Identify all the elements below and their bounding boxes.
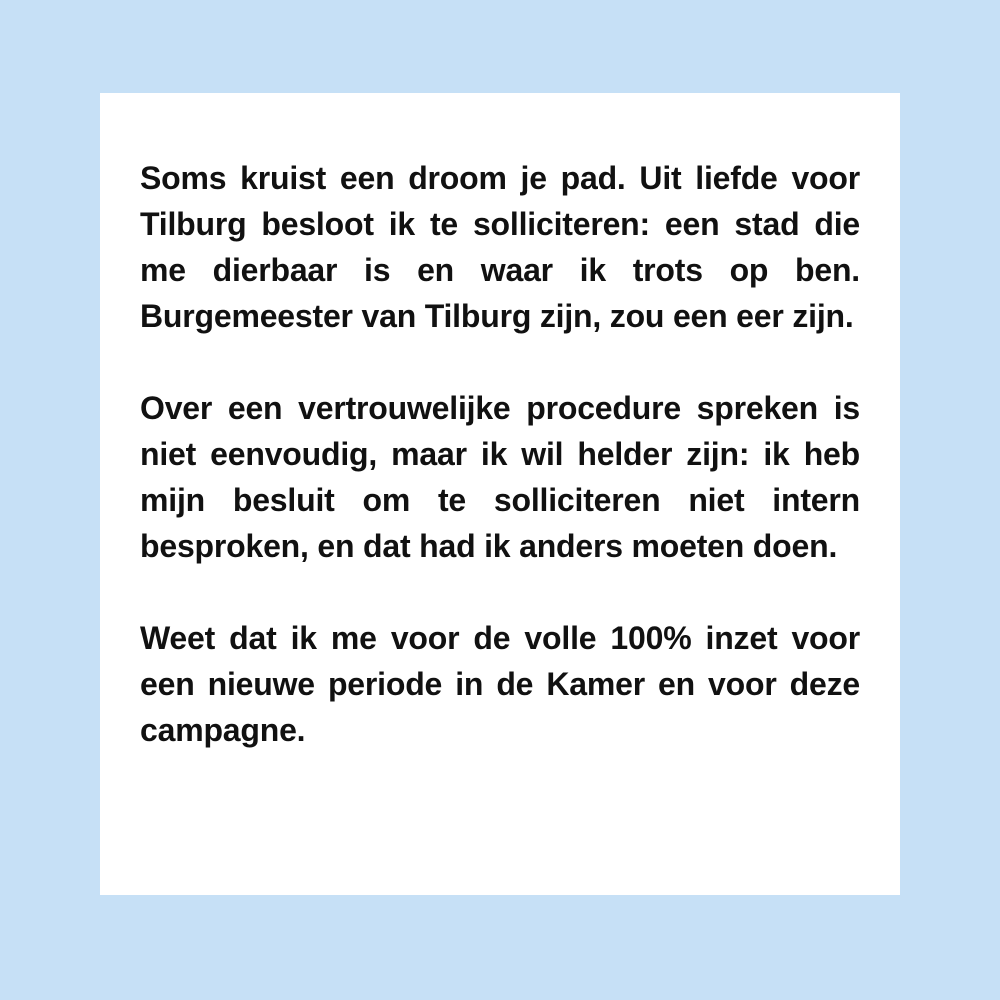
statement-card (100, 93, 900, 895)
statement-paragraph-1: Soms kruist een droom je pad. Uit liefde voor Tilburg besloot ik te solliciteren: een stad die me dierbaar is en waar ik trots op ben. Burgemeester van Tilburg zijn, zou een eer zijn. (140, 160, 860, 334)
statement-paragraph-2: Over een vertrouwelijke procedure spreken is niet eenvoudig, maar ik wil helder zijn: ik heb mijn besluit om te solliciteren niet intern besproken, en dat had ik anders moeten doen. (140, 390, 860, 564)
statement-paragraph-3: Weet dat ik me voor de volle 100% inzet voor een nieuwe periode in de Kamer en voor deze campagne. (140, 620, 860, 748)
